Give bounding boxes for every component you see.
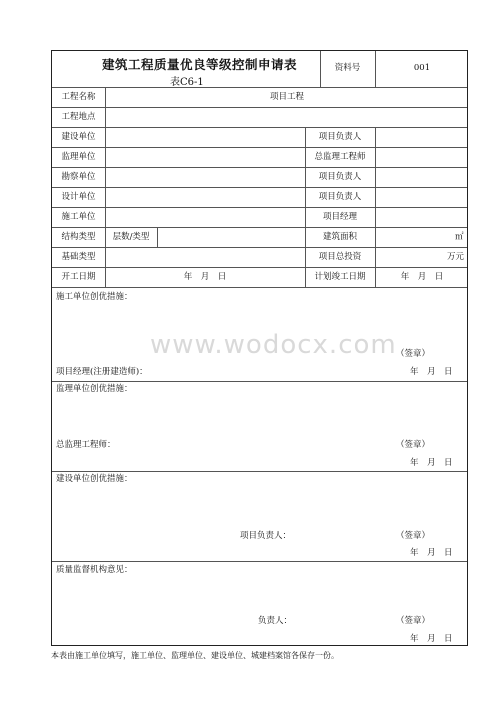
row-line [52,267,467,268]
builder-person-label: 项目负责人 [318,132,362,142]
design-person-label: 项目负责人 [318,192,362,202]
row-line [52,287,467,288]
contractor-label: 施工单位 [61,212,96,222]
contractor-date: 年 月 日 [410,367,453,377]
project-name-label: 工程名称 [61,92,96,102]
row-line [52,107,467,108]
supervisor-date: 年 月 日 [410,458,453,468]
area-unit: ㎡ [455,232,464,242]
investment-unit: 万元 [447,252,465,262]
survey-label: 勘察单位 [61,172,96,182]
quality-sign-label: 负责人： [258,616,293,626]
col-line [157,227,158,247]
supervisor-label: 监理单位 [61,152,96,162]
supervisor-measures-label: 监理单位创优措施： [56,384,133,394]
floors-label: 层数/类型 [112,232,150,242]
structure-label: 结构类型 [61,232,96,242]
builder-measures-label: 建设单位创优措施： [56,474,133,484]
row-line [52,187,467,188]
start-date-label: 开工日期 [61,272,96,282]
design-label: 设计单位 [61,192,96,202]
investment-label: 项目总投资 [318,252,362,262]
quality-opinion-label: 质量监督机构意见： [56,565,133,575]
row-line [52,147,467,148]
row-line [52,381,467,382]
footer-note: 本表由施工单位填写，施工单位、监理单位、建设单位、城建档案馆各保存一份。 [51,651,339,660]
row-line [52,207,467,208]
contractor-measures-label: 施工单位创优措施： [56,292,133,302]
col-line [305,127,306,287]
builder-label: 建设单位 [61,132,96,142]
row-line [52,167,467,168]
area-label: 建筑面积 [322,232,357,242]
form-title: 建筑工程质量优良等级控制申请表 [102,57,298,72]
quality-seal: （签章） [396,616,431,626]
project-name-value: 项目工程 [269,92,304,102]
location-label: 工程地点 [61,112,96,122]
doc-no-value: 001 [413,63,431,73]
builder-sign-label: 项目负责人： [240,531,292,541]
builder-date: 年 月 日 [410,548,453,558]
start-date-value: 年 月 日 [183,272,227,282]
row-line [52,247,467,248]
supervisor-seal: （签章） [396,440,431,450]
contractor-person-label: 项目经理 [322,212,357,222]
row-line [52,561,467,562]
contractor-seal: （签章） [396,349,431,359]
col-line [375,127,376,287]
finish-date-value: 年 月 日 [400,272,444,282]
supervisor-person-label: 总监理工程师 [314,152,366,162]
finish-date-label: 计划竣工日期 [314,272,366,282]
foundation-label: 基础类型 [61,252,96,262]
watermark: www.wodocx.com [150,330,397,360]
col-line [105,87,106,287]
row-line [52,471,467,472]
quality-date: 年 月 日 [410,634,453,644]
contractor-sign-label: 项目经理(注册建造师)： [56,367,148,377]
form-code: 表C6-1 [170,77,204,88]
doc-no-label: 资料号 [334,63,361,73]
row-line [52,87,467,88]
row-line [52,227,467,228]
builder-seal: （签章） [396,531,431,541]
supervisor-sign-label: 总监理工程师： [56,440,116,450]
survey-person-label: 项目负责人 [318,172,362,182]
row-line [52,127,467,128]
